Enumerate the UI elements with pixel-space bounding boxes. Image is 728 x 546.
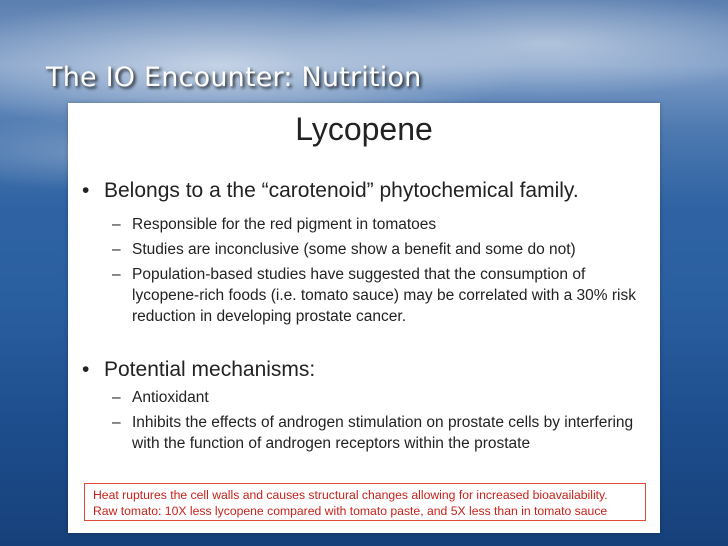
sub-item (112, 412, 642, 454)
sub-item-text: Responsible for the red pigment in tomatoes (132, 216, 437, 233)
sub-item (112, 264, 642, 327)
bullet-text: Belongs to a the “carotenoid” phytochemical family. (104, 179, 579, 202)
bullet-item-1 (82, 179, 579, 203)
note-line-1: Heat ruptures the cell walls and causes structural changes allowing for increased bioavailability. (93, 488, 608, 502)
sub-item (112, 239, 642, 260)
sub-item-text: Inhibits the effects of androgen stimulation on prostate cells by interfering with the function of androgen receptors within the prostate (132, 414, 634, 452)
dash-icon: – (112, 266, 121, 283)
bullet-item-2 (82, 358, 315, 382)
dash-icon: – (112, 414, 121, 431)
note-line-2: Raw tomato: 10X less lycopene compared with tomato paste, and 5X less than in tomato sauce (93, 504, 608, 518)
sub-item-text: Population-based studies have suggested that the consumption of lycopene-rich foods (i.e. tomato sauce) may be correlated with a 30% risk reduction in developing prostate cancer. (132, 266, 636, 325)
content-panel (68, 103, 660, 533)
sub-item-text: Antioxidant (132, 389, 209, 406)
dash-icon: – (112, 389, 121, 406)
sub-item-text: Studies are inconclusive (some show a benefit and some do not) (132, 241, 576, 258)
slide-title: The IO Encounter: Nutrition (46, 62, 422, 93)
dash-icon: – (112, 216, 121, 233)
sub-item (112, 214, 642, 235)
sub-item (112, 387, 642, 408)
bullet-text: Potential mechanisms: (104, 358, 316, 381)
bullet-icon: • (82, 358, 90, 381)
dash-icon: – (112, 241, 121, 258)
panel-heading: Lycopene (295, 111, 433, 147)
bullet-icon: • (82, 179, 90, 202)
bioavailability-note (84, 483, 646, 521)
